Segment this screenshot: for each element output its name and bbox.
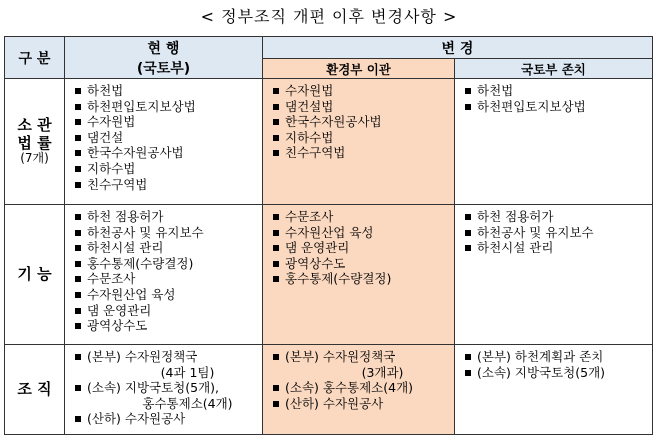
row-label-functions: 기 능 xyxy=(5,205,65,345)
list-item: 친수구역법 xyxy=(73,177,262,193)
laws-molit-cell xyxy=(455,79,653,205)
functions-env-cell xyxy=(263,205,455,345)
list-item: (소속) 지방국토청(5개), xyxy=(73,380,262,396)
page-title: < 정부조직 개편 이후 변경사항 > xyxy=(200,7,458,26)
row-functions xyxy=(5,205,653,345)
list-item: 하천 점용허가 xyxy=(73,209,262,225)
header-current: 현 행 (국토부) xyxy=(65,37,263,79)
list-item: 친수구역법 xyxy=(271,145,454,161)
list-item: 하천시설 관리 xyxy=(73,240,262,256)
list-item: 수자원산업 육성 xyxy=(271,225,454,241)
list-item: 하천공사 및 유지보수 xyxy=(463,225,652,241)
list-item: (본부) 수자원정책국 xyxy=(73,349,262,365)
list-item: 지하수법 xyxy=(271,130,454,146)
functions-molit-cell xyxy=(455,205,653,345)
header-category: 구 분 xyxy=(5,37,65,79)
list-item: 댐 운영관리 xyxy=(271,240,454,256)
list-item: (소속) 홍수통제소(4개) xyxy=(271,380,454,396)
list-item: 하천법 xyxy=(463,83,652,99)
list-item: (본부) 하천계획과 존치 xyxy=(463,349,652,365)
list-item: (3개과) xyxy=(361,364,404,380)
list-item: 하천시설 관리 xyxy=(463,240,652,256)
header-env-transfer: 환경부 이관 xyxy=(263,59,455,79)
list-item: 수자원법 xyxy=(271,83,454,99)
header-change: 변 경 xyxy=(263,37,653,59)
list-item: (4과 1팀) xyxy=(160,364,215,380)
list-item: 하천편입토지보상법 xyxy=(73,99,262,115)
list-item: 수자원법 xyxy=(73,114,262,130)
list-item: 광역상수도 xyxy=(73,318,262,334)
list-item: 수문조사 xyxy=(73,271,262,287)
list-item: 댐건설법 xyxy=(271,99,454,115)
list-item: 하천 점용허가 xyxy=(463,209,652,225)
list-item: 댐건설 xyxy=(73,130,262,146)
list-item: 지하수법 xyxy=(73,161,262,177)
header-molit-retain: 국토부 존치 xyxy=(455,59,653,79)
list-item: 광역상수도 xyxy=(271,256,454,272)
list-item: (산하) 수자원공사 xyxy=(73,411,262,427)
list-item: (산하) 수자원공사 xyxy=(271,396,454,412)
list-item: 한국수자원공사법 xyxy=(73,145,262,161)
functions-current-cell xyxy=(65,205,263,345)
laws-current-cell xyxy=(65,79,263,205)
org-molit-cell xyxy=(455,345,653,435)
row-label-laws: 소 관 법 률 (7개) xyxy=(5,79,65,205)
row-org xyxy=(5,345,653,435)
list-item: 한국수자원공사법 xyxy=(271,114,454,130)
list-item: 홍수통제소(4개) xyxy=(142,395,233,411)
list-item: 댐 운영관리 xyxy=(73,303,262,319)
list-item: (소속) 지방국토청(5개) xyxy=(463,365,652,381)
row-laws xyxy=(5,79,653,205)
list-item: 하천편입토지보상법 xyxy=(463,99,652,115)
org-current-cell xyxy=(65,345,263,435)
list-item: 수문조사 xyxy=(271,209,454,225)
list-item: 홍수통제(수량결정) xyxy=(73,256,262,272)
list-item: 하천법 xyxy=(73,83,262,99)
row-label-org: 조 직 xyxy=(5,345,65,435)
list-item: 홍수통제(수량결정) xyxy=(271,271,454,287)
laws-env-cell xyxy=(263,79,455,205)
list-item: (본부) 수자원정책국 xyxy=(271,349,454,365)
org-env-cell xyxy=(263,345,455,435)
list-item: 수자원산업 육성 xyxy=(73,287,262,303)
changes-table xyxy=(4,36,653,435)
list-item: 하천공사 및 유지보수 xyxy=(73,225,262,241)
